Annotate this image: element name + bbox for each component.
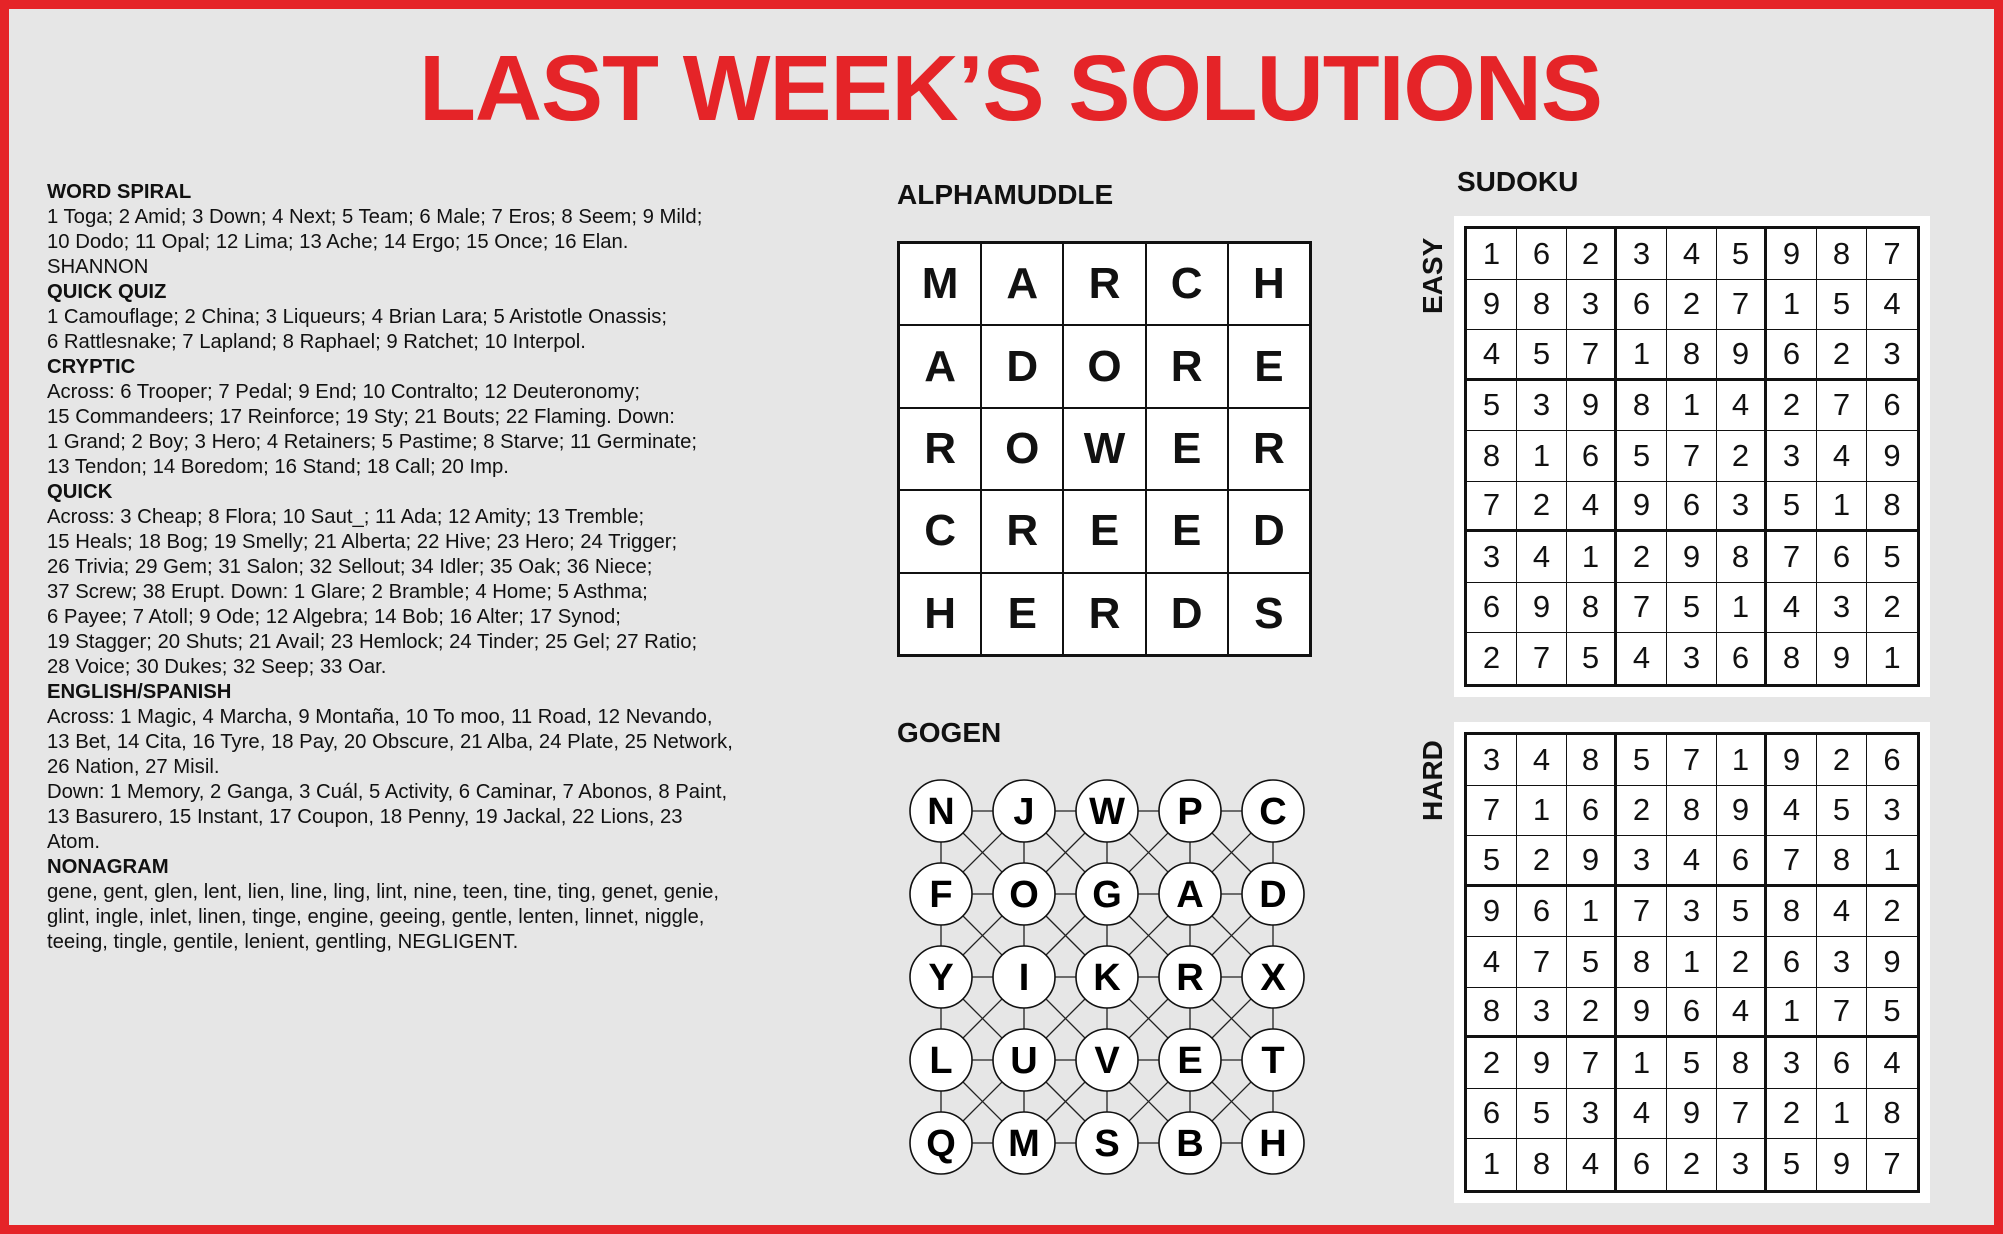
page-title: LAST WEEK’S SOLUTIONS [419,36,1602,140]
section-line: 6 Payee; 7 Atoll; 9 Ode; 12 Algebra; 14 Bob; 16 Alter; 17 Synod; [47,606,621,628]
sudoku-cell: 7 [1667,431,1717,482]
sudoku-cell: 9 [1817,633,1867,684]
alphamuddle-cell: R [981,490,1063,572]
section-line: SHANNON [47,256,149,278]
sudoku-cell: 1 [1517,786,1567,837]
sudoku-cell: 1 [1617,330,1667,381]
sudoku-cell: 9 [1567,381,1617,432]
sudoku-cell: 7 [1567,330,1617,381]
sudoku-cell: 5 [1667,1038,1717,1089]
section-heading: QUICK QUIZ [47,281,167,303]
sudoku-cell: 3 [1467,735,1517,786]
sudoku-cell: 9 [1717,786,1767,837]
sudoku-cell: 7 [1617,887,1667,938]
section-heading: NONAGRAM [47,856,169,878]
alphamuddle-cell: E [981,573,1063,655]
gogen-letter: W [1089,791,1125,833]
sudoku-cell: 8 [1867,482,1917,533]
sudoku-cell: 1 [1467,1139,1517,1190]
sudoku-cell: 8 [1567,583,1617,634]
sudoku-cell: 1 [1617,1038,1667,1089]
sudoku-cell: 5 [1467,836,1517,887]
gogen-letter: M [1008,1123,1040,1165]
sudoku-cell: 9 [1767,229,1817,280]
sudoku-cell: 2 [1767,381,1817,432]
sudoku-cell: 4 [1867,280,1917,331]
sudoku-cell: 8 [1717,532,1767,583]
sudoku-cell: 1 [1467,229,1517,280]
sudoku-cell: 2 [1467,633,1517,684]
sudoku-cell: 9 [1617,482,1667,533]
sudoku-cell: 3 [1617,229,1667,280]
section-heading: ENGLISH/SPANISH [47,681,232,703]
gogen-letter: Q [926,1123,956,1165]
sudoku-cell: 3 [1667,633,1717,684]
sudoku-easy-label: EASY [1417,237,1448,314]
sudoku-cell: 5 [1767,1139,1817,1190]
sudoku-cell: 3 [1467,532,1517,583]
sudoku-cell: 5 [1767,482,1817,533]
sudoku-cell: 9 [1817,1139,1867,1190]
section-line: 19 Stagger; 20 Shuts; 21 Avail; 23 Hemlock; 24 Tinder; 25 Gel; 27 Ratio; [47,631,698,653]
alphamuddle-heading: ALPHAMUDDLE [897,179,1114,210]
sudoku-cell: 8 [1667,786,1717,837]
sudoku-cell: 5 [1617,735,1667,786]
sudoku-cell: 9 [1867,431,1917,482]
sudoku-cell: 6 [1467,1089,1517,1140]
sudoku-cell: 9 [1667,532,1717,583]
sudoku-cell: 4 [1467,330,1517,381]
gogen-node [1242,1029,1304,1091]
sudoku-cell: 9 [1517,1038,1567,1089]
alphamuddle-cell: E [1146,408,1228,490]
sudoku-cell: 6 [1817,532,1867,583]
sudoku-cell: 5 [1517,1089,1567,1140]
gogen-node [1159,780,1221,842]
sudoku-cell: 1 [1667,937,1717,988]
gogen-grid [897,769,1317,1199]
sudoku-cell: 9 [1767,735,1817,786]
sudoku-cell: 8 [1817,229,1867,280]
sudoku-cell: 2 [1567,229,1617,280]
sudoku-cell: 2 [1667,1139,1717,1190]
sudoku-cell: 2 [1817,735,1867,786]
sudoku-easy [1454,216,1930,697]
gogen-heading: GOGEN [897,717,1002,748]
sudoku-cell: 8 [1717,1038,1767,1089]
gogen-node [1242,863,1304,925]
sudoku-cell: 5 [1717,229,1767,280]
gogen-node [1076,1029,1138,1091]
alphamuddle-cell: H [1228,243,1310,325]
sudoku-cell: 6 [1767,330,1817,381]
gogen-letter: B [1176,1123,1204,1165]
alphamuddle-cell: C [1146,243,1228,325]
section-line: 15 Commandeers; 17 Reinforce; 19 Sty; 21 Bouts; 22 Flaming. Down: [47,406,675,428]
sudoku-cell: 2 [1717,937,1767,988]
alphamuddle-cell: S [1228,573,1310,655]
sudoku-cell: 3 [1517,381,1567,432]
sudoku-cell: 6 [1667,988,1717,1039]
sudoku-cell: 4 [1567,482,1617,533]
sudoku-cell: 2 [1817,330,1867,381]
solutions-text-column [47,180,807,955]
gogen-node [910,946,972,1008]
gogen-letter: F [929,874,953,916]
section-line: 13 Basurero, 15 Instant, 17 Coupon, 18 Penny, 19 Jackal, 22 Lions, 23 [47,806,683,828]
gogen-node [1159,1112,1221,1174]
sudoku-cell: 5 [1867,532,1917,583]
sudoku-cell: 5 [1617,431,1667,482]
gogen-node [1076,1112,1138,1174]
alphamuddle-grid [897,241,1312,657]
alphamuddle-cell: C [899,490,981,572]
sudoku-easy-grid [1464,226,1920,687]
gogen-node [993,1112,1055,1174]
sudoku-cell: 6 [1567,431,1617,482]
gogen-node [1076,863,1138,925]
sudoku-cell: 2 [1867,583,1917,634]
sudoku-cell: 8 [1467,431,1517,482]
sudoku-heading: SUDOKU [1457,166,1579,197]
sudoku-cell: 4 [1817,887,1867,938]
alphamuddle-cell: A [981,243,1063,325]
sudoku-cell: 1 [1817,1089,1867,1140]
alphamuddle-cell: E [1146,490,1228,572]
section-line: Across: 6 Trooper; 7 Pedal; 9 End; 10 Contralto; 12 Deuteronomy; [47,381,640,403]
section-line: Atom. [47,831,100,853]
sudoku-cell: 1 [1517,431,1567,482]
section-line: 1 Toga; 2 Amid; 3 Down; 4 Next; 5 Team; 6 Male; 7 Eros; 8 Seem; 9 Mild; [47,206,703,228]
section-line: 10 Dodo; 11 Opal; 12 Lima; 13 Ache; 14 Ergo; 15 Once; 16 Elan. [47,231,629,253]
sudoku-cell: 2 [1617,786,1667,837]
sudoku-cell: 2 [1717,431,1767,482]
section-line: 15 Heals; 18 Bog; 19 Smelly; 21 Alberta; 22 Hive; 23 Hero; 24 Trigger; [47,531,678,553]
sudoku-cell: 6 [1567,786,1617,837]
sudoku-cell: 1 [1567,887,1617,938]
sudoku-cell: 9 [1517,583,1567,634]
sudoku-cell: 7 [1667,735,1717,786]
sudoku-cell: 2 [1667,280,1717,331]
gogen-letter: V [1094,1040,1120,1082]
gogen-letter: S [1094,1123,1120,1165]
alphamuddle-cell: D [981,325,1063,407]
section-line: Across: 1 Magic, 4 Marcha, 9 Montaña, 10 To moo, 11 Road, 12 Nevando, [47,706,713,728]
sudoku-cell: 3 [1867,786,1917,837]
sudoku-cell: 6 [1517,887,1567,938]
sudoku-cell: 3 [1717,1139,1767,1190]
gogen-letter: H [1259,1123,1287,1165]
alphamuddle-cell: R [899,408,981,490]
sudoku-cell: 4 [1717,381,1767,432]
gogen-node [1242,1112,1304,1174]
gogen-node [1159,1029,1221,1091]
gogen-letter: P [1177,791,1203,833]
alphamuddle-cell: H [899,573,981,655]
sudoku-cell: 2 [1567,988,1617,1039]
sudoku-cell: 1 [1767,988,1817,1039]
gogen-letter: G [1092,874,1122,916]
section-line: Across: 3 Cheap; 8 Flora; 10 Saut_; 11 Ada; 12 Amity; 13 Tremble; [47,506,645,528]
sudoku-cell: 5 [1667,583,1717,634]
gogen-node [993,946,1055,1008]
section-line: glint, ingle, inlet, linen, tinge, engine, geeing, gentle, lenten, linnet, niggle, [47,906,705,928]
alphamuddle-cell: O [981,408,1063,490]
sudoku-cell: 7 [1717,1089,1767,1140]
sudoku-cell: 8 [1667,330,1717,381]
alphamuddle-cell: D [1228,490,1310,572]
section-heading: WORD SPIRAL [47,181,192,203]
sudoku-cell: 4 [1817,431,1867,482]
section-line: 1 Grand; 2 Boy; 3 Hero; 4 Retainers; 5 Pastime; 8 Starve; 11 Germinate; [47,431,698,453]
sudoku-cell: 9 [1467,887,1517,938]
sudoku-cell: 4 [1767,786,1817,837]
gogen-node [910,1029,972,1091]
gogen-letter: K [1093,957,1121,999]
sudoku-cell: 2 [1517,482,1567,533]
sudoku-cell: 4 [1867,1038,1917,1089]
gogen-node [993,780,1055,842]
gogen-node [993,1029,1055,1091]
sudoku-cell: 1 [1883,640,1901,676]
section-line: 37 Screw; 38 Erupt. Down: 1 Glare; 2 Bramble; 4 Home; 5 Asthma; [47,581,648,603]
sudoku-cell: 6 [1767,937,1817,988]
gogen-node [1076,780,1138,842]
sudoku-cell: 1 [1717,583,1767,634]
alphamuddle-cell: R [1063,243,1145,325]
gogen-node [1076,946,1138,1008]
sudoku-cell: 7 [1767,532,1817,583]
sudoku-cell: 7 [1467,482,1517,533]
sudoku-cell: 1 [1767,280,1817,331]
sudoku-cell: 8 [1567,735,1617,786]
gogen-letter: T [1261,1040,1285,1082]
gogen-node [910,780,972,842]
section-line: 13 Tendon; 14 Boredom; 16 Stand; 18 Call; 20 Imp. [47,456,509,478]
alphamuddle-cell: D [1146,573,1228,655]
sudoku-cell: 2 [1467,1038,1517,1089]
gogen-letter: L [929,1040,953,1082]
section-line: Down: 1 Memory, 2 Ganga, 3 Cuál, 5 Activity, 6 Caminar, 7 Abonos, 8 Paint, [47,781,728,803]
sudoku-cell: 9 [1717,330,1767,381]
section-heading: QUICK [47,481,113,503]
gogen-node [1242,946,1304,1008]
sudoku-cell: 4 [1617,633,1667,684]
sudoku-hard [1454,722,1930,1203]
sudoku-cell: 8 [1817,836,1867,887]
sudoku-cell: 5 [1517,330,1567,381]
sudoku-cell: 3 [1717,482,1767,533]
section-line: 1 Camouflage; 2 China; 3 Liqueurs; 4 Brian Lara; 5 Aristotle Onassis; [47,306,668,328]
sudoku-cell: 3 [1517,988,1567,1039]
sudoku-cell: 6 [1467,583,1517,634]
sudoku-cell: 3 [1667,887,1717,938]
alphamuddle-cell: O [1063,325,1145,407]
sudoku-cell: 3 [1867,330,1917,381]
sudoku-cell: 8 [1617,937,1667,988]
sudoku-cell: 8 [1767,633,1817,684]
gogen-node [1159,946,1221,1008]
section-line: teeing, tingle, gentile, lenient, gentling, NEGLIGENT. [47,931,519,953]
sudoku-cell: 5 [1867,988,1917,1039]
sudoku-cell: 9 [1867,937,1917,988]
gogen-letter: J [1013,791,1035,833]
sudoku-hard-label: HARD [1417,740,1448,821]
sudoku-cell: 6 [1717,633,1767,684]
sudoku-cell: 5 [1467,381,1517,432]
gogen-letter: N [927,791,955,833]
sudoku-cell: 9 [1467,280,1517,331]
gogen-node [1159,863,1221,925]
sudoku-cell: 5 [1817,786,1867,837]
sudoku-cell: 9 [1567,836,1617,887]
sudoku-cell: 1 [1667,381,1717,432]
gogen-letter: A [1176,874,1204,916]
sudoku-cell: 7 [1517,633,1567,684]
sudoku-cell: 7 [1717,280,1767,331]
sudoku-cell: 4 [1567,1139,1617,1190]
sudoku-cell: 1 [1567,532,1617,583]
sudoku-cell: 4 [1767,583,1817,634]
sudoku-cell: 9 [1617,988,1667,1039]
sudoku-hard-grid [1464,732,1920,1193]
section-line: 13 Bet, 14 Cita, 16 Tyre, 18 Pay, 20 Obscure, 21 Alba, 24 Plate, 25 Network, [47,731,733,753]
sudoku-cell: 4 [1517,532,1567,583]
sudoku-cell: 3 [1617,836,1667,887]
gogen-letter: U [1010,1040,1038,1082]
sudoku-cell: 4 [1717,988,1767,1039]
sudoku-cell: 2 [1767,1089,1817,1140]
alphamuddle-cell: W [1063,408,1145,490]
gogen-letter: X [1260,957,1286,999]
gogen-letter: R [1176,957,1204,999]
alphamuddle-cell: M [899,243,981,325]
sudoku-cell: 7 [1883,1146,1901,1182]
sudoku-cell: 5 [1567,633,1617,684]
sudoku-cell: 8 [1767,887,1817,938]
sudoku-cell: 7 [1517,937,1567,988]
gogen-node [910,1112,972,1174]
sudoku-cell: 8 [1517,280,1567,331]
sudoku-cell: 7 [1817,988,1867,1039]
sudoku-cell: 2 [1517,836,1567,887]
sudoku-cell: 4 [1667,229,1717,280]
alphamuddle-cell: R [1063,573,1145,655]
sudoku-cell: 7 [1467,786,1517,837]
sudoku-cell: 3 [1767,431,1817,482]
sudoku-cell: 7 [1867,229,1917,280]
sudoku-cell: 2 [1867,887,1917,938]
section-line: 28 Voice; 30 Dukes; 32 Seep; 33 Oar. [47,656,387,678]
sudoku-cell: 3 [1567,280,1617,331]
sudoku-cell: 8 [1617,381,1667,432]
gogen-letter: O [1009,874,1039,916]
gogen-node [1242,780,1304,842]
sudoku-cell: 7 [1567,1038,1617,1089]
section-line: 26 Trivia; 29 Gem; 31 Salon; 32 Sellout; 34 Idler; 35 Oak; 36 Niece; [47,556,653,578]
sudoku-cell: 6 [1617,1139,1667,1190]
sudoku-cell: 3 [1817,937,1867,988]
sudoku-cell: 6 [1867,735,1917,786]
gogen-letter: E [1177,1040,1203,1082]
sudoku-cell: 6 [1617,280,1667,331]
sudoku-cell: 3 [1817,583,1867,634]
section-line: 26 Nation, 27 Misil. [47,756,220,778]
sudoku-cell: 2 [1617,532,1667,583]
sudoku-cell: 5 [1567,937,1617,988]
sudoku-cell: 8 [1467,988,1517,1039]
sudoku-cell: 5 [1817,280,1867,331]
sudoku-cell: 6 [1717,836,1767,887]
gogen-node [910,863,972,925]
sudoku-cell: 4 [1667,836,1717,887]
sudoku-cell: 1 [1717,735,1767,786]
sudoku-cell: 4 [1467,937,1517,988]
sudoku-cell: 3 [1567,1089,1617,1140]
sudoku-cell: 9 [1667,1089,1717,1140]
alphamuddle-cell: E [1228,325,1310,407]
gogen-node [993,863,1055,925]
alphamuddle-cell: A [899,325,981,407]
gogen-letter: C [1259,791,1287,833]
gogen-letter: I [1018,957,1030,999]
sudoku-cell: 8 [1867,1089,1917,1140]
alphamuddle-cell: R [1228,408,1310,490]
sudoku-cell: 6 [1667,482,1717,533]
sudoku-cell: 5 [1717,887,1767,938]
sudoku-cell: 6 [1867,381,1917,432]
sudoku-cell: 7 [1817,381,1867,432]
sudoku-cell: 8 [1517,1139,1567,1190]
section-line: gene, gent, glen, lent, lien, line, ling, lint, nine, teen, tine, ting, genet, genie, [47,881,720,903]
sudoku-cell: 1 [1867,836,1917,887]
gogen-letter: Y [928,957,954,999]
sudoku-cell: 7 [1617,583,1667,634]
sudoku-cell: 4 [1617,1089,1667,1140]
sudoku-cell: 6 [1817,1038,1867,1089]
gogen-letter: D [1259,874,1287,916]
sudoku-cell: 7 [1767,836,1817,887]
section-heading: CRYPTIC [47,356,136,378]
alphamuddle-cell: E [1063,490,1145,572]
sudoku-cell: 3 [1767,1038,1817,1089]
sudoku-cell: 4 [1517,735,1567,786]
sudoku-cell: 1 [1817,482,1867,533]
alphamuddle-cell: R [1146,325,1228,407]
sudoku-cell: 6 [1517,229,1567,280]
section-line: 6 Rattlesnake; 7 Lapland; 8 Raphael; 9 Ratchet; 10 Interpol. [47,331,586,353]
